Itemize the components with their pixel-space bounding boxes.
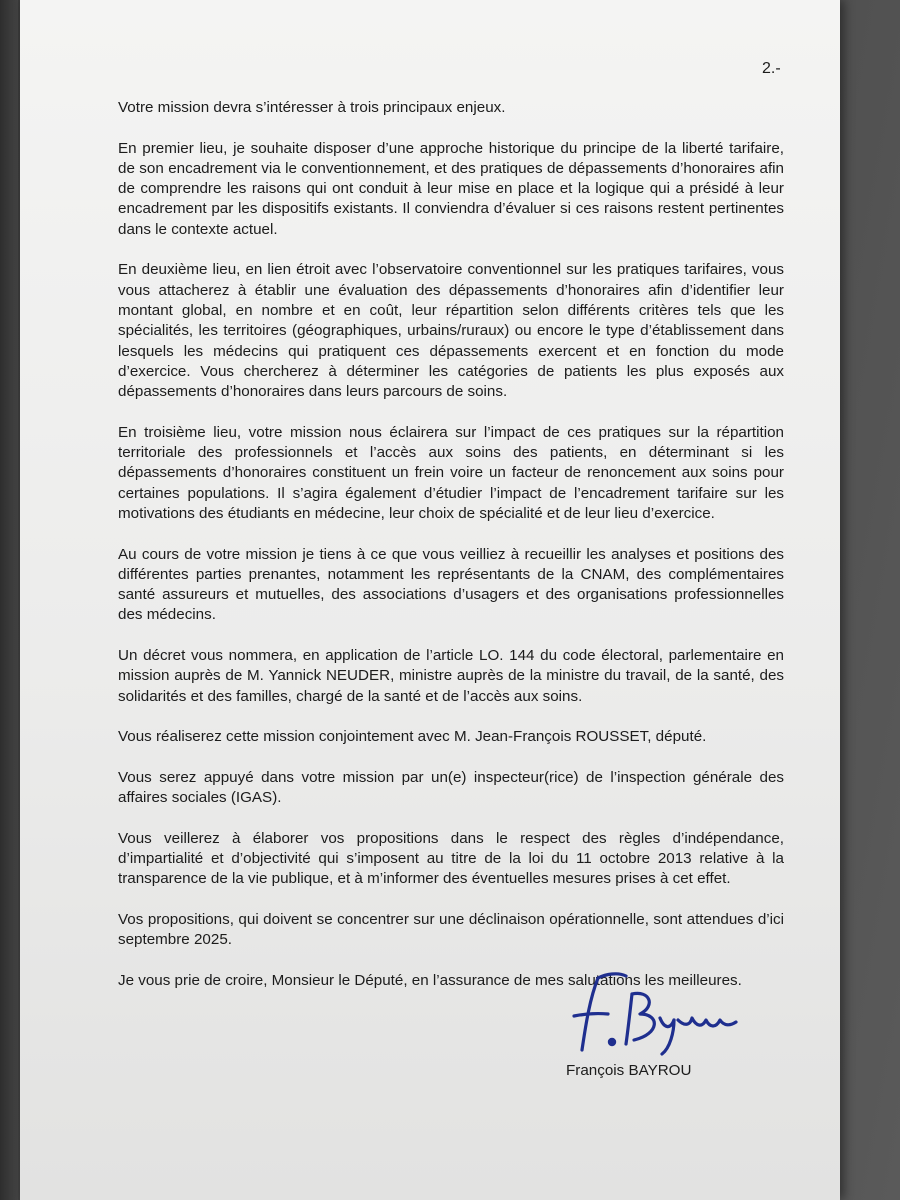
handwritten-signature <box>560 968 760 1058</box>
paragraph-intro: Votre mission devra s’intéresser à trois principaux enjeux. <box>118 99 506 116</box>
letter-body <box>118 98 784 1011</box>
paragraph-co-mission: Vous réaliserez cette mission conjointement avec M. Jean-François ROUSSET, député. <box>118 728 707 746</box>
paragraph-ethics: Vous veillerez à élaborer vos propositions dans le respect des règles d’indépendance, d’impartialité et d’objectivité qui s’imposent au titre de la loi du 11 octobre 2013 relative à la transparence de la vie publique, et à m’informer des éventuelles mesures prises à cet effet. <box>118 829 784 888</box>
paragraph-third-point: En troisième lieu, votre mission nous éclairera sur l’impact de ces pratiques sur la répartition territoriale des professionnels et l’accès aux soins des patients, en déterminant si les dépassements d’honoraires constituent un frein voire un facteur de renoncement aux soins pour certaines populations. Il s’agira également d’étudier l’impact de l’encadrement tarifaire sur les motivations des étudiants en médecine, leur choix de spécialité et de leur lieu d’exercice. <box>118 423 784 522</box>
paragraph-decree: Un décret vous nommera, en application de l’article LO. 144 du code électoral, parlementaire en mission auprès de M. Yannick NEUDER, ministre auprès de la ministre du travail, de la santé, des solidarités et des familles, chargé de la santé et de l’accès aux soins. <box>118 647 784 705</box>
paragraph-second-point: En deuxième lieu, en lien étroit avec l’observatoire conventionnel sur les pratiques tarifaires, vous vous attacherez à établir une évaluation des dépassements d’honoraires afin d’identifier leur montant global, en nombre et en coût, leur répartition selon différents critères tels que les spécialités, les territoires (géographiques, urbains/ruraux) ou encore le type d’établissement dans lesquels les médecins qui pratiquent ces dépassements exercent et en fonction du mode d’exercice. Vous chercherez à déterminer les catégories de patients les plus exposés aux dépassements d’honoraires dans leurs parcours de soins. <box>118 261 784 401</box>
paragraph-stakeholders: Au cours de votre mission je tiens à ce que vous veilliez à recueillir les analyses et positions des différentes parties prenantes, notamment les représentants de la CNAM, des complémentaires santé assureurs et mutuelles, des associations d’usagers et des organisations professionnelles des médecins. <box>118 545 784 624</box>
paragraph-deadline: Vos propositions, qui doivent se concentrer sur une déclinaison opérationnelle, sont attendues d’ici septembre 2025. <box>118 910 784 949</box>
page-number: 2.- <box>762 60 781 77</box>
paragraph-first-point: En premier lieu, je souhaite disposer d’une approche historique du principe de la liberté tarifaire, de son encadrement via le conventionnement, et des pratiques de dépassements d’honoraires afin de comprendre les raisons qui ont conduit à leur mise en place et la logique qui a présidé à leur encadrement par les dispositifs existants. Il conviendra d’évaluer si ces raisons restent pertinentes dans le contexte actuel. <box>118 139 784 238</box>
paragraph-closing: Je vous prie de croire, Monsieur le Député, en l’assurance de mes salutations les meilleures. <box>118 971 742 989</box>
signatory-name: François BAYROU <box>566 1062 692 1079</box>
paragraph-igas: Vous serez appuyé dans votre mission par un(e) inspecteur(rice) de l’inspection générale des affaires sociales (IGAS). <box>118 768 784 807</box>
desk-background <box>0 0 18 1200</box>
